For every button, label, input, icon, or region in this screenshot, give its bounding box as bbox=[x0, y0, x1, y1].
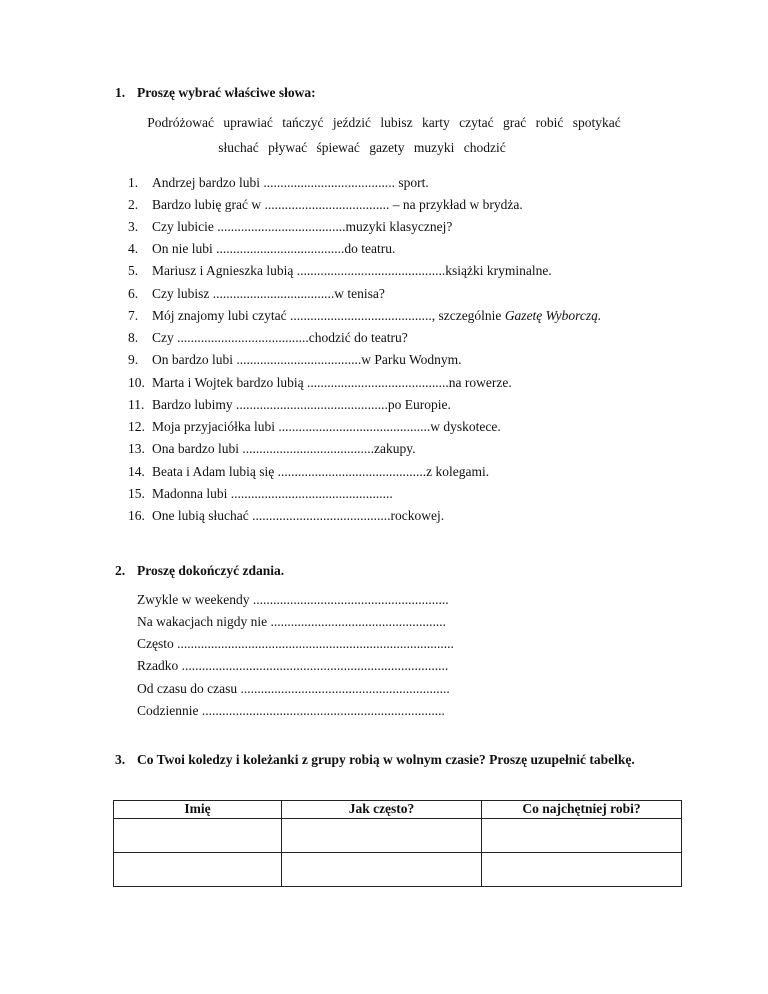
word-bank-item: pływać bbox=[268, 140, 308, 155]
table-row bbox=[114, 819, 682, 853]
table-cell[interactable] bbox=[114, 819, 282, 853]
table-row bbox=[114, 853, 682, 887]
table-cell[interactable] bbox=[282, 853, 482, 887]
completion-line: Codziennie ........................................................................ bbox=[137, 703, 445, 718]
completion-line: Zwykle w weekendy .......................................................... bbox=[137, 592, 449, 607]
word-bank-item: lubisz bbox=[380, 115, 413, 130]
word-bank-item: uprawiać bbox=[223, 115, 273, 130]
word-bank-item: jeździć bbox=[332, 115, 372, 130]
section-2-heading: Proszę dokończyć zdania. bbox=[137, 563, 285, 578]
column-header-activity: Co najchętniej robi? bbox=[482, 801, 682, 819]
section-3-heading: Co Twoi koledzy i koleżanki z grupy robią w wolnym czasie? Proszę uzupełnić tabelkę. bbox=[137, 752, 635, 767]
exercise-item: 10. Marta i Wojtek bardzo lubią ..........................................na rowerze. bbox=[128, 375, 512, 390]
word-bank-item: karty bbox=[422, 115, 450, 130]
exercise-item: 9. On bardzo lubi .....................................w Parku Wodnym. bbox=[128, 352, 462, 367]
word-bank-item: grać bbox=[503, 115, 527, 130]
section-3-title bbox=[115, 752, 635, 768]
word-bank-item: gazety bbox=[369, 140, 405, 155]
column-header-frequency: Jak często? bbox=[282, 801, 482, 819]
exercise-item: 6. Czy lubisz ....................................w tenisa? bbox=[128, 286, 385, 301]
completion-line: Rzadko ............................................................................... bbox=[137, 658, 449, 673]
word-bank-line-1 bbox=[0, 115, 768, 131]
table-cell[interactable] bbox=[282, 819, 482, 853]
table-cell[interactable] bbox=[482, 853, 682, 887]
section-3-number: 3. bbox=[115, 752, 126, 767]
completion-line: Często .................................................................................. bbox=[137, 636, 454, 651]
exercise-item: 11. Bardzo lubimy .............................................po Europie. bbox=[128, 397, 451, 412]
table-cell[interactable] bbox=[482, 819, 682, 853]
word-bank-item: chodzić bbox=[463, 140, 506, 155]
word-bank-item: słuchać bbox=[218, 140, 259, 155]
table-cell[interactable] bbox=[114, 853, 282, 887]
word-bank-item: śpiewać bbox=[316, 140, 360, 155]
exercise-item: 8. Czy .......................................chodzić do teatru? bbox=[128, 330, 408, 345]
exercise-item: 3. Czy lubicie ......................................muzyki klasycznej? bbox=[128, 219, 453, 234]
exercise-item: 13. Ona bardzo lubi .......................................zakupy. bbox=[128, 441, 416, 456]
exercise-item: 14. Beata i Adam lubią się ............................................z kolegami. bbox=[128, 464, 490, 479]
table-header-row bbox=[114, 801, 682, 819]
completion-line: Na wakacjach nigdy nie .................................................... bbox=[137, 614, 446, 629]
section-2-number: 2. bbox=[115, 563, 126, 578]
section-1-number: 1. bbox=[115, 85, 126, 100]
newspaper-title: Gazetę Wyborczą. bbox=[504, 308, 602, 323]
word-bank-item: tańczyć bbox=[282, 115, 324, 130]
word-bank-item: czytać bbox=[459, 115, 494, 130]
word-bank-item: robić bbox=[535, 115, 564, 130]
exercise-item: 2. Bardzo lubię grać w ..................................... – na przykład w brydża. bbox=[128, 197, 523, 212]
word-bank-line-2 bbox=[0, 140, 746, 156]
section-1-title bbox=[115, 85, 316, 101]
survey-table bbox=[113, 800, 682, 887]
exercise-item: 12. Moja przyjaciółka lubi .............................................w dyskotece. bbox=[128, 419, 501, 434]
word-bank-item: spotykać bbox=[572, 115, 621, 130]
exercise-item: 16. One lubią słuchać .........................................rockowej. bbox=[128, 508, 445, 523]
exercise-item: 15. Madonna lubi ................................................ bbox=[128, 486, 393, 501]
completion-line: Od czasu do czasu .............................................................. bbox=[137, 681, 450, 696]
word-bank-item: muzyki bbox=[413, 140, 455, 155]
exercise-item: 4. On nie lubi ......................................do teatru. bbox=[128, 241, 396, 256]
section-2-title bbox=[115, 563, 284, 579]
exercise-item: 1. Andrzej bardzo lubi ....................................... sport. bbox=[128, 175, 429, 190]
column-header-name: Imię bbox=[114, 801, 282, 819]
section-1-heading: Proszę wybrać właściwe słowa: bbox=[137, 85, 316, 100]
exercise-item: 7. Mój znajomy lubi czytać .........................................., szczególnie Gazetę Wyborczą. bbox=[128, 308, 602, 323]
word-bank-item: Podróżować bbox=[147, 115, 214, 130]
exercise-item: 5. Mariusz i Agnieszka lubią ............................................książki kryminalne. bbox=[128, 263, 552, 278]
